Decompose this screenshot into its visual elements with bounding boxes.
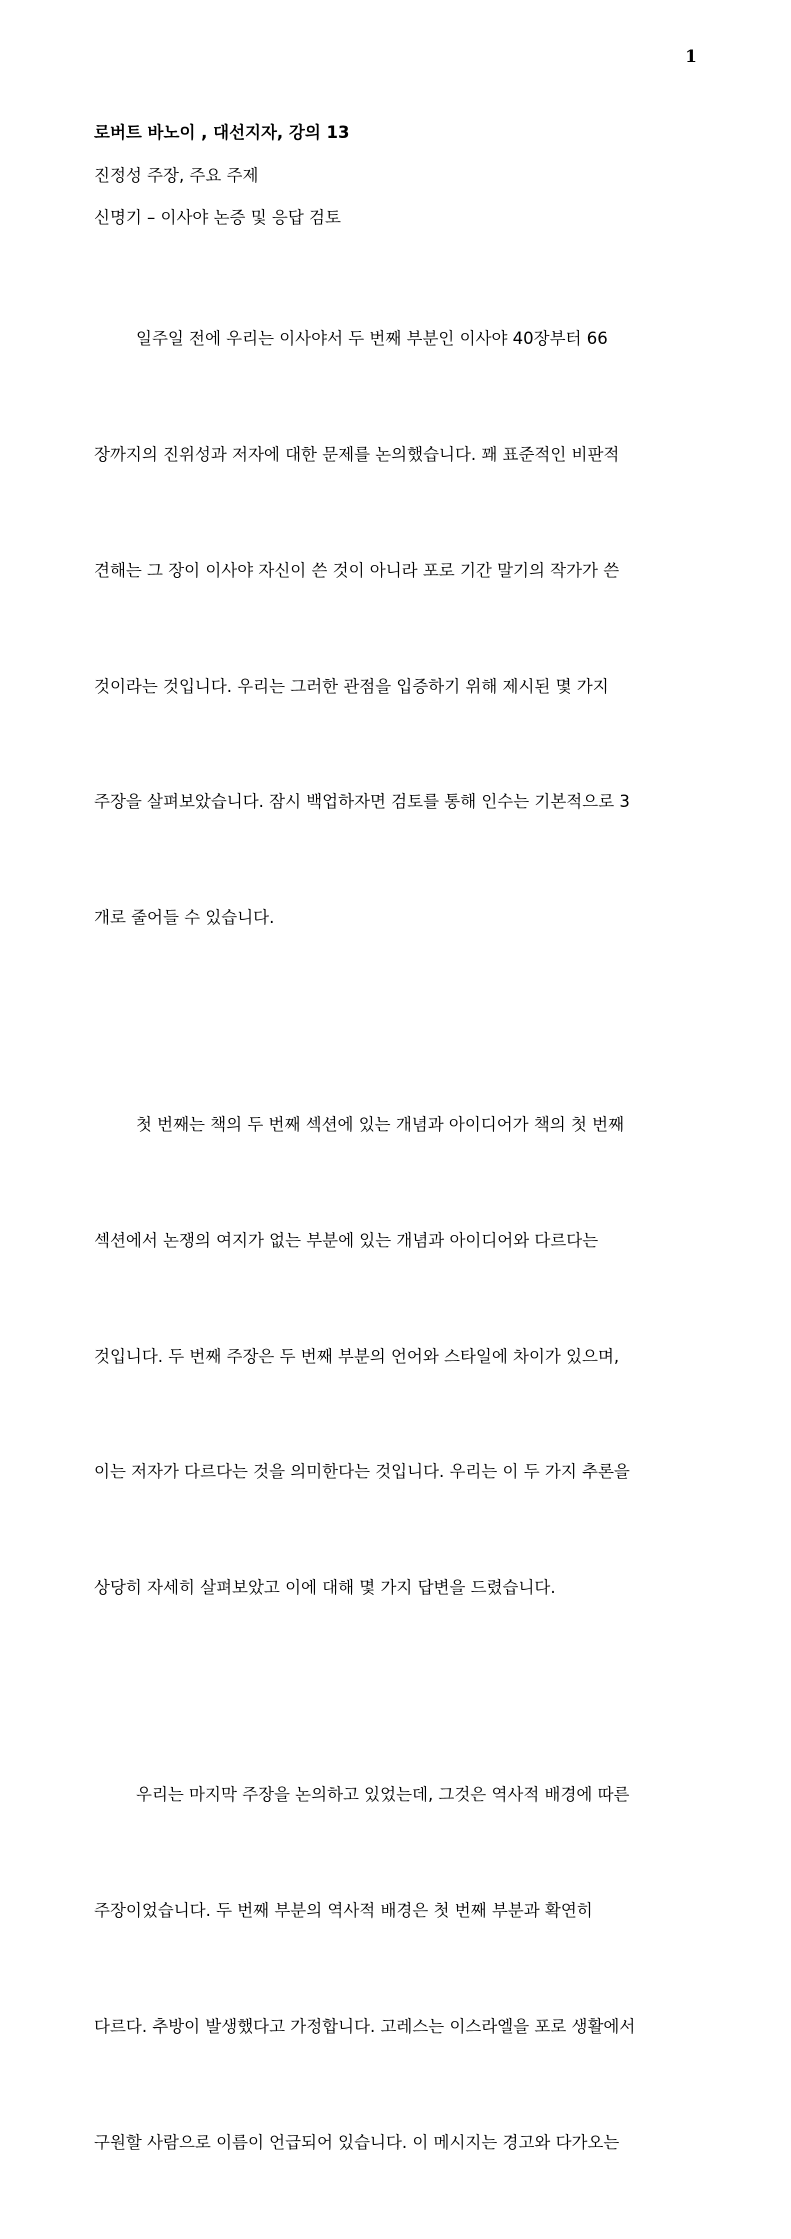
text-line: 견해는 그 장이 이사야 자신이 쓴 것이 아니라 포로 기간 말기의 작가가 쓴 (94, 560, 620, 580)
paragraph (94, 243, 698, 1015)
text-line: 이는 저자가 다르다는 것을 의미한다는 것입니다. 우리는 이 두 가지 추론을 (94, 1462, 630, 1482)
section-heading: 신명기 – 이사야 논증 및 응답 검토 (94, 208, 341, 227)
text-line: 장까지의 진위성과 저자에 대한 문제를 논의했습니다. 꽤 표준적인 비판적 (94, 444, 620, 464)
text-line: 구원할 사람으로 이름이 언급되어 있습니다. 이 메시지는 경고와 다가오는 (94, 2132, 620, 2152)
page-number: 1 (685, 47, 697, 67)
document-title: 로버트 바노이 , 대선지자, 강의 13 (94, 123, 350, 142)
text-line: 것이라는 것입니다. 우리는 그러한 관점을 입증하기 위해 제시된 몇 가지 (94, 676, 609, 696)
text-line: 주장이었습니다. 두 번째 부분의 역사적 배경은 첫 번째 부분과 확연히 (94, 1900, 593, 1920)
paragraph (94, 1699, 698, 2239)
document-subtitle: 진정성 주장, 주요 주제 (94, 166, 259, 185)
text-line: 일주일 전에 우리는 이사야서 두 번째 부분인 이사야 40장부터 66 (136, 329, 608, 349)
text-line: 섹션에서 논쟁의 여지가 없는 부분에 있는 개념과 아이디어와 다르다는 (94, 1230, 599, 1250)
paragraph (94, 1029, 698, 1685)
text-line: 다르다. 추방이 발생했다고 가정합니다. 고레스는 이스라엘을 포로 생활에서 (94, 2016, 636, 2036)
text-line: 첫 번째는 책의 두 번째 섹션에 있는 개념과 아이디어가 책의 첫 번째 (136, 1115, 625, 1135)
text-line: 것입니다. 두 번째 주장은 두 번째 부분의 언어와 스타일에 차이가 있으며, (94, 1346, 620, 1366)
text-line: 우리는 마지막 주장을 논의하고 있었는데, 그것은 역사적 배경에 따른 (136, 1785, 630, 1805)
text-line: 상당히 자세히 살펴보았고 이에 대해 몇 가지 답변을 드렸습니다. (94, 1578, 556, 1598)
text-line: 개로 줄어들 수 있습니다. (94, 908, 275, 928)
document-body (94, 118, 698, 2239)
text-line: 주장을 살펴보았습니다. 잠시 백업하자면 검토를 통해 인수는 기본적으로 3 (94, 792, 630, 812)
